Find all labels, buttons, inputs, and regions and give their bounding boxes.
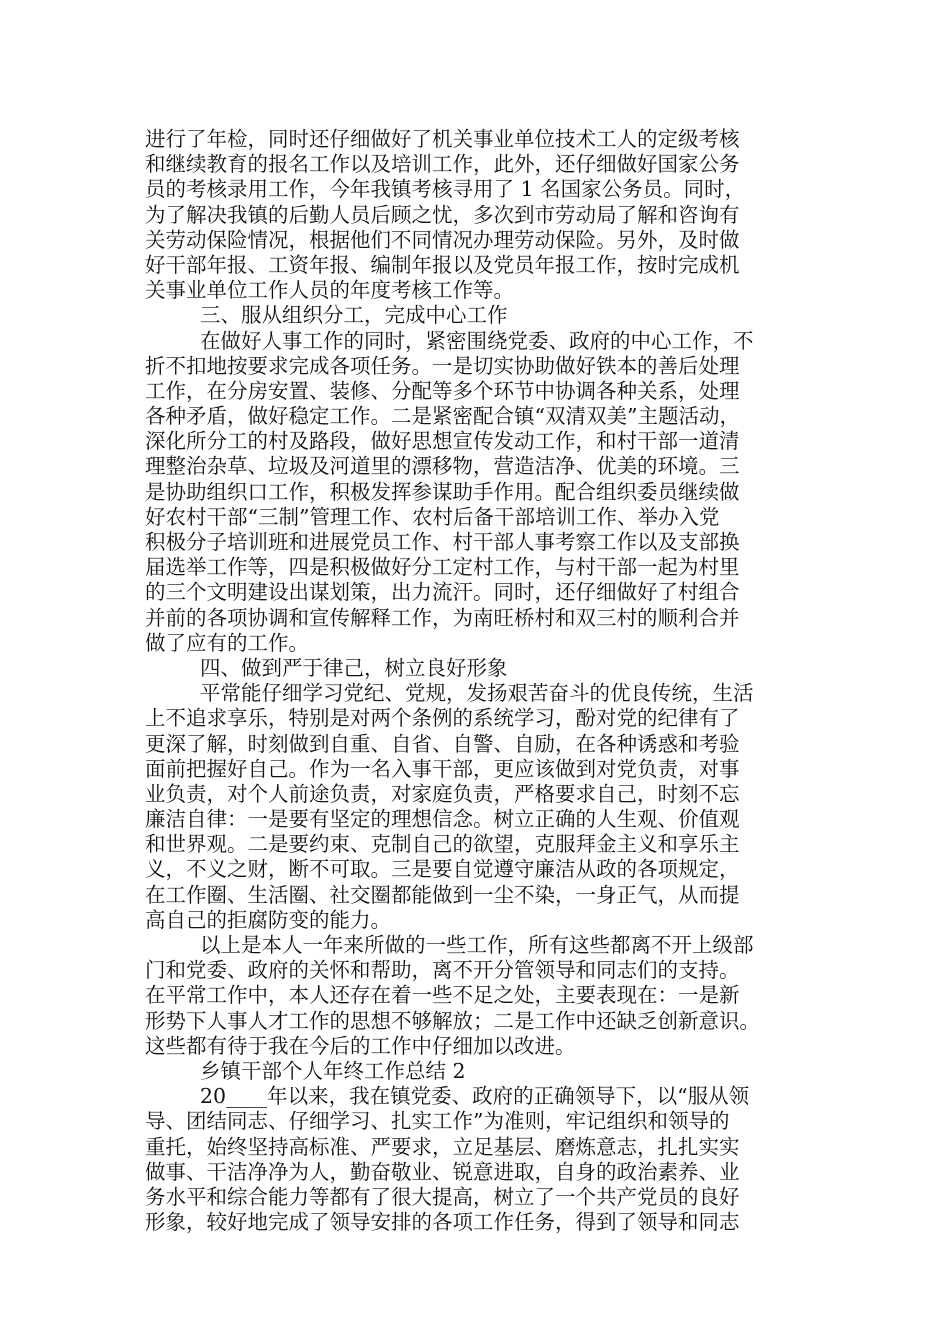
text-line: 各种矛盾，做好稳定工作。二是紧密配合镇“双清双美”主题活动，	[145, 404, 740, 429]
text-line: 重托，始终坚持高标准、严要求，立足基层、磨炼意志，扎扎实实	[145, 1134, 740, 1159]
text-line: 深化所分工的村及路段，做好思想宣传发动工作，和村干部一道清	[145, 429, 740, 454]
text-line: 积极分子培训班和进展党员工作、村干部人事考察工作以及支部换	[145, 530, 740, 554]
document-body	[145, 127, 807, 1235]
text-line: 形象，较好地完成了领导安排的各项工作任务，得到了领导和同志	[145, 1210, 740, 1235]
text-line: 届选举工作等，四是积极做好分工定村工作，与村干部一起为村里	[145, 555, 740, 580]
text-line: 高自己的拒腐防变的能力。	[145, 907, 391, 932]
text-line: 员的考核录用工作，今年我镇考核寻用了 1 名国家公务员。同时，	[145, 177, 746, 202]
text-line: 形势下人事人才工作的思想不够解放；二是工作中还缺乏创新意识。	[145, 1008, 760, 1033]
text-line: 和世界观。二是要约束、克制自己的欲望，克服拜金主义和享乐主	[145, 832, 740, 857]
section-heading-4: 四、做到严于律己，树立良好形象	[200, 655, 508, 680]
text-line: 做事、干洁净净为人，勤奋敬业、锐意进取，自身的政治素养、业	[145, 1159, 740, 1184]
text-line: 进行了年检，同时还仔细做好了机关事业单位技术工人的定级考核	[145, 127, 740, 151]
text-line: 好干部年报、工资年报、编制年报以及党员年报工作，按时完成机	[145, 252, 740, 277]
text-line: 并前的各项协调和宣传解释工作，为南旺桥村和双三村的顺利合并	[145, 605, 740, 630]
text-line: 廉洁自律：一是要有坚定的理想信念。树立正确的人生观、价值观	[145, 807, 740, 832]
text-line: 门和党委、政府的关怀和帮助，离不开分管领导和同志们的支持。	[145, 958, 740, 983]
text-line: 和继续教育的报名工作以及培训工作，此外，还仔细做好国家公务	[145, 152, 740, 177]
text-line: 业负责，对个人前途负责，对家庭负责，严格要求自己，时刻不忘	[145, 781, 740, 806]
text-line: 的三个文明建设出谋划策，出力流汗。同时，还仔细做好了村组合	[145, 580, 740, 605]
text-line: 这些都有待于我在今后的工作中仔细加以改进。	[145, 1033, 576, 1058]
text-line: 在工作圈、生活圈、社交圈都能做到一尘不染，一身正气，从而提	[145, 882, 740, 907]
text-line: 理整治杂草、垃圾及河道里的漂移物，营造洁净、优美的环境。三	[145, 454, 740, 479]
text-line: 是协助组织口工作，积极发挥参谋助手作用。配合组织委员继续做	[145, 479, 740, 504]
text-line: 面前把握好自己。作为一名入事干部，更应该做到对党负责，对事	[145, 756, 740, 781]
text-line: 导、团结同志、仔细学习、扎实工作”为准则，牢记组织和领导的	[145, 1109, 730, 1134]
text-line: 折不扣地按要求完成各项任务。一是切实协助做好铁本的善后处理	[145, 353, 740, 378]
text-line: 务水平和综合能力等都有了很大提高，树立了一个共产党员的良好	[145, 1184, 740, 1209]
paragraph-start: 以上是本人一年来所做的一些工作，所有这些都离不开上级部	[200, 933, 754, 957]
section-heading-3: 三、服从组织分工，完成中心工作	[200, 303, 508, 328]
text-line: 关事业单位工作人员的年度考核工作等。	[145, 278, 514, 303]
text-line: 更深了解，时刻做到自重、自省、自警、自励，在各种诱惑和考验	[145, 731, 740, 756]
text-line: 好农村干部“三制”管理工作、农村后备干部培训工作、举办入党	[145, 504, 720, 529]
text-line: 做了应有的工作。	[145, 630, 309, 655]
paragraph-start: 在做好人事工作的同时，紧密围绕党委、政府的中心工作，不	[200, 328, 754, 353]
text-line: 关劳动保险情况，根据他们不同情况办理劳动保险。另外，及时做	[145, 227, 740, 252]
text-line: 工作，在分房安置、装修、分配等多个环节中协调各种关系，处理	[145, 378, 740, 403]
text-line: 义，不义之财，断不可取。三是要自觉遵守廉洁从政的各项规定，	[145, 857, 740, 882]
text-line: 为了解决我镇的后勤人员后顾之忧，多次到市劳动局了解和咨询有	[145, 202, 740, 227]
text-line: 上不追求享乐，特别是对两个条例的系统学习，酚对党的纪律有了	[145, 706, 740, 731]
document-subtitle: 乡镇干部个人年终工作总结 2	[200, 1058, 466, 1083]
paragraph-start: 20____年以来，我在镇党委、政府的正确领导下，以“服从领	[200, 1084, 750, 1109]
paragraph-start: 平常能仔细学习党纪、党规，发扬艰苦奋斗的优良传统，生活	[200, 681, 754, 706]
text-line: 在平常工作中，本人还存在着一些不足之处，主要表现在：一是新	[145, 983, 740, 1008]
